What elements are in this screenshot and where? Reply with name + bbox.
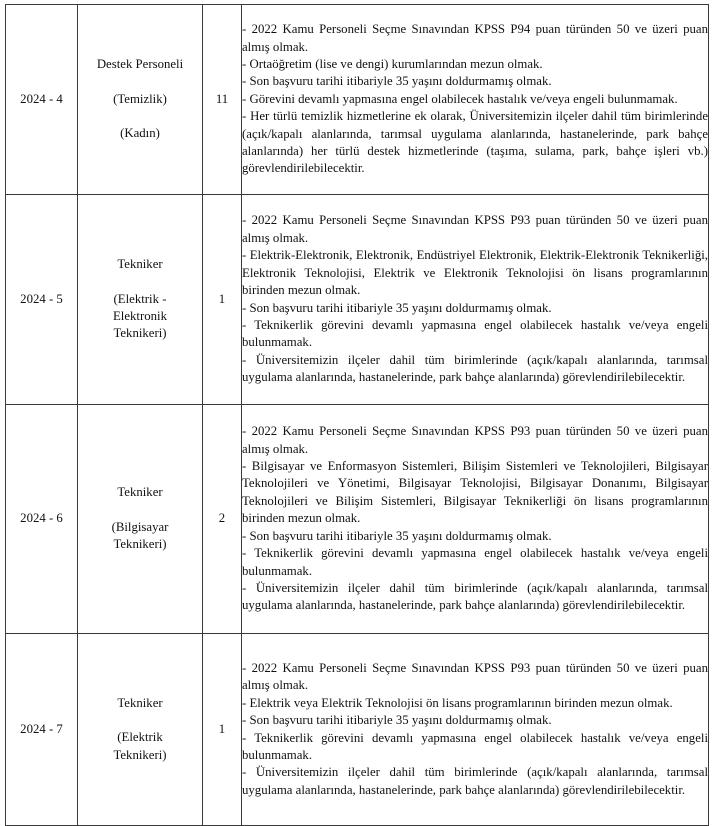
position-title-line: (Bilgisayar	[111, 519, 169, 534]
requirement-item: - Son başvuru tarihi itibariyle 35 yaşını doldurmamış olmak.	[242, 528, 552, 543]
position-count: 1	[203, 634, 242, 826]
position-title-line: Teknikeri)	[113, 537, 167, 552]
position-title-line: Elektronik	[112, 309, 168, 323]
position-title	[78, 195, 203, 405]
position-title	[78, 634, 203, 826]
requirement-item: - Son başvuru tarihi itibariyle 35 yaşını doldurmamış olmak.	[242, 300, 552, 315]
requirement-item: - Üniversitemizin ilçeler dahil tüm birimlerinde (açık/kapalı alanlarında, tarımsal uygulama alanlarında, hastanelerinde, park bahçe alanlarında) görevlendirilebilecektir.	[242, 352, 708, 385]
requirement-item: - Görevini devamlı yapmasına engel olabilecek hastalık ve/veya engeli bulunmamak.	[242, 91, 678, 106]
requirement-item: - Elektrik veya Elektrik Teknolojisi ön lisans programlarının birinden mezun olmak.	[242, 695, 673, 710]
position-title-line: Teknikeri)	[113, 326, 167, 341]
position-code: 2024 - 6	[6, 405, 78, 634]
position-title-line: Tekniker	[117, 695, 163, 710]
requirement-item: - Üniversitemizin ilçeler dahil tüm birimlerinde (açık/kapalı alanlarında, tarımsal uygulama alanlarında, hastanelerinde, park bahçe alanlarında) görevlendirilebilecektir.	[242, 580, 708, 613]
position-title-line: Tekniker	[117, 257, 163, 272]
position-title	[78, 5, 203, 195]
table-row	[6, 5, 709, 195]
position-title	[78, 405, 203, 634]
position-code: 2024 - 7	[6, 634, 78, 826]
position-title-line: (Elektrik -	[113, 291, 167, 306]
requirement-item: - 2022 Kamu Personeli Seçme Sınavından KPSS P93 puan türünden 50 ve üzeri puan almış olmak.	[242, 424, 708, 456]
position-code: 2024 - 5	[6, 195, 78, 405]
requirement-item: - 2022 Kamu Personeli Seçme Sınavından KPSS P93 puan türünden 50 ve üzeri puan almış olmak.	[242, 213, 708, 245]
requirement-item: - 2022 Kamu Personeli Seçme Sınavından KPSS P93 puan türünden 50 ve üzeri puan almış olmak.	[242, 660, 708, 693]
requirement-item: - Teknikerlik görevini devamlı yapmasına engel olabilecek hastalık ve/veya engeli bulunmamak.	[242, 546, 708, 578]
position-requirements	[242, 405, 709, 634]
requirement-item: - Elektrik-Elektronik, Elektronik, Endüstriyel Elektronik, Elektrik-Elektronik Teknikerliği, Elektronik Teknolojisi, Elektrik ve Elektronik Teknolojisi ön lisans programlarının birinden mezun olmak.	[242, 248, 708, 298]
requirement-item: - Son başvuru tarihi itibariyle 35 yaşını doldurmamış olmak.	[242, 713, 552, 728]
table-row	[6, 405, 709, 634]
requirement-item: - Teknikerlik görevini devamlı yapmasına engel olabilecek hastalık ve/veya engeli bulunmamak.	[242, 317, 708, 350]
requirement-item: - Teknikerlik görevini devamlı yapmasına engel olabilecek hastalık ve/veya engeli bulunmamak.	[242, 730, 708, 762]
position-title-line: (Temizlik)	[113, 91, 167, 106]
requirement-item: - Üniversitemizin ilçeler dahil tüm birimlerinde (açık/kapalı alanlarında, tarımsal uygulama alanlarında, hastanelerinde, park bahçe alanlarında) görevlendirilebilecektir.	[242, 765, 708, 797]
position-title-line: (Kadın)	[120, 126, 160, 141]
requirement-item: - Bilgisayar ve Enformasyon Sistemleri, Bilişim Sistemleri ve Teknolojileri, Bilgisayar Teknolojileri ve Yönetimi, Bilgisayar Teknolojisi, Bilgisayar Donanımı, Bilgisayar Teknolojileri ve Bilişim Sistemleri, Bilgisayar Teknikerliği ön lisans programlarının birinden mezun olmak.	[242, 459, 708, 526]
position-count: 11	[203, 5, 242, 195]
position-requirements	[242, 634, 709, 826]
position-count: 2	[203, 405, 242, 634]
position-title-line: Teknikeri)	[113, 747, 167, 762]
job-positions-table	[5, 4, 709, 826]
position-requirements	[242, 5, 709, 195]
position-title-line: Tekniker	[117, 485, 163, 500]
table-row	[6, 195, 709, 405]
position-title-line: Destek Personeli	[96, 57, 184, 72]
requirement-item: - Son başvuru tarihi itibariyle 35 yaşını doldurmamış olmak.	[242, 74, 552, 89]
position-title-line: (Elektrik	[117, 730, 163, 745]
position-code: 2024 - 4	[6, 5, 78, 195]
requirement-item: - Ortaöğretim (lise ve dengi) kurumlarından mezun olmak.	[242, 56, 543, 71]
requirement-item: - 2022 Kamu Personeli Seçme Sınavından KPSS P94 puan türünden 50 ve üzeri puan almış olmak.	[242, 22, 708, 54]
position-requirements	[242, 195, 709, 405]
position-count: 1	[203, 195, 242, 405]
requirement-item: - Her türlü temizlik hizmetlerine ek olarak, Üniversitemizin ilçeler dahil tüm birimlerinde (açık/kapalı alanlarında, tarımsal uygulama alanlarında, hastanelerinde, park bahçe alanlarında) her türlü destek hizmetlerinde (taşıma, sulama, park, bahçe işleri vb.) görevlendirilebilecektir.	[242, 109, 708, 176]
table-row	[6, 634, 709, 826]
